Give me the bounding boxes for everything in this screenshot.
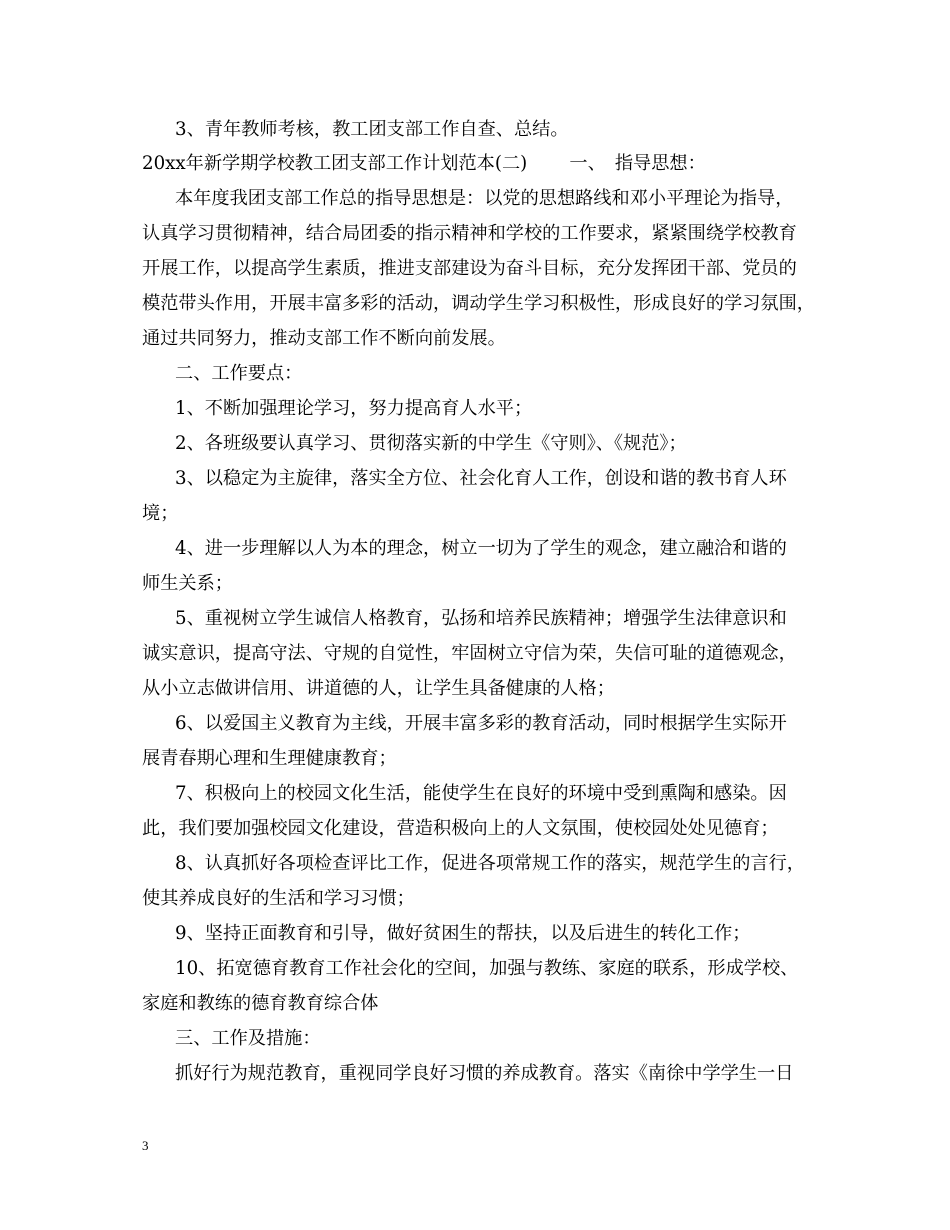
guiding-paragraph-line-2: 认真学习贯彻精神，结合局团委的指示精神和学校的工作要求，紧紧围绕学校教育: [142, 223, 797, 244]
section-3-heading: 三、工作及措施：: [175, 1028, 321, 1049]
point-4-line-1: 4、进一步理解以人为本的理念，树立一切为了学生的观念，建立融洽和谐的: [175, 538, 787, 559]
point-10-line-1: 10、拓宽德育教育工作社会化的空间，加强与教练、家庭的联系，形成学校、: [175, 958, 799, 979]
point-8-line-1: 8、认真抓好各项检查评比工作，促进各项常规工作的落实，规范学生的言行，: [175, 853, 805, 874]
guiding-paragraph-line-3: 开展工作，以提高学生素质，推进支部建设为奋斗目标，充分发挥团干部、党员的: [142, 258, 797, 279]
point-3-line-2: 境；: [142, 503, 179, 524]
point-2: 2、各班级要认真学习、贯彻落实新的中学生《守则》、《规范》；: [175, 433, 687, 454]
page-number: 3: [142, 1138, 149, 1153]
point-1: 1、不断加强理论学习，努力提高育人水平；: [175, 398, 533, 419]
point-6-line-2: 展青春期心理和生理健康教育；: [142, 748, 397, 769]
point-8-line-2: 使其养成良好的生活和学习习惯；: [142, 888, 415, 909]
point-7-line-2: 此，我们要加强校园文化建设，营造积极向上的人文氛围，使校园处处见德育；: [142, 818, 779, 839]
point-4-line-2: 师生关系；: [142, 573, 233, 594]
point-5-line-2: 诚实意识，提高守法、守规的自觉性，牢固树立守信为荣，失信可耻的道德观念，: [142, 643, 797, 664]
point-5-line-1: 5、重视树立学生诚信人格教育，弘扬和培养民族精神；增强学生法律意识和: [175, 608, 787, 629]
point-3-line-1: 3、以稳定为主旋律，落实全方位、社会化育人工作，创设和谐的教书育人环: [175, 468, 787, 489]
point-7-line-1: 7、积极向上的校园文化生活，能使学生在良好的环境中受到熏陶和感染。因: [175, 783, 787, 804]
point-6-line-1: 6、以爱国主义教育为主线，开展丰富多彩的教育活动，同时根据学生实际开: [175, 713, 787, 734]
item-3-teacher-assessment: 3、青年教师考核，教工团支部工作自查、总结。: [175, 119, 569, 140]
guiding-paragraph-line-1: 本年度我团支部工作总的指导思想是：以党的思想路线和邓小平理论为指导，: [175, 188, 794, 209]
measures-paragraph-line-1: 抓好行为规范教育，重视同学良好习惯的养成教育。落实《南徐中学学生一日: [175, 1063, 794, 1084]
point-9: 9、坚持正面教育和引导，做好贫困生的帮扶，以及后进生的转化工作；: [175, 923, 751, 944]
point-5-line-3: 从小立志做讲信用、讲道德的人，让学生具备健康的人格；: [142, 678, 615, 699]
section-2-heading: 二、工作要点：: [175, 363, 303, 384]
guiding-paragraph-line-5: 通过共同努力，推动支部工作不断向前发展。: [142, 328, 506, 349]
guiding-paragraph-line-4: 模范带头作用，开展丰富多彩的活动，调动学生学习积极性，形成良好的学习氛围，: [142, 293, 815, 314]
point-10-line-2: 家庭和教练的德育教育综合体: [142, 993, 379, 1014]
plan-title-heading: 20xx年新学期学校教工团支部工作计划范本(二) 一、 指导思想：: [142, 153, 706, 174]
